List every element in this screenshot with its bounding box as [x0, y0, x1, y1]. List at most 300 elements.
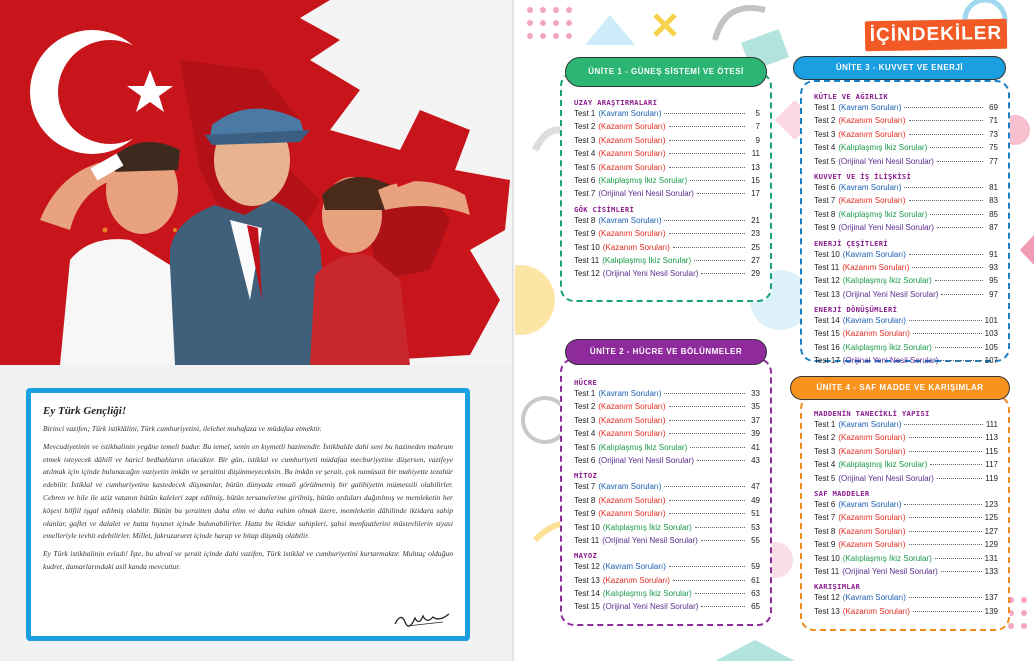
- toc-leader-dots: [909, 254, 983, 255]
- toc-row[interactable]: [814, 103, 998, 116]
- toc-test-type: Kavram Soruları: [601, 215, 659, 225]
- toc-paren-open: (: [598, 175, 602, 185]
- toc-page-number: 107: [984, 356, 998, 366]
- toc-row[interactable]: [814, 276, 998, 289]
- toc-leader-dots: [909, 597, 982, 598]
- toc-test-type: Kavram Soruları: [841, 182, 899, 192]
- toc-unit-box: [800, 395, 1010, 631]
- toc-row[interactable]: [814, 460, 998, 473]
- toc-test-label: Test 11: [814, 566, 840, 576]
- toc-row[interactable]: [574, 269, 760, 282]
- toc-section-title: GÖK CİSİMLERİ: [574, 204, 635, 214]
- toc-row[interactable]: [814, 183, 998, 196]
- toc-page-number: 69: [989, 103, 998, 112]
- toc-paren-close: ): [691, 189, 694, 199]
- toc-paren-close: ): [662, 122, 666, 132]
- toc-page-number: 101: [984, 316, 998, 326]
- toc-row[interactable]: [814, 290, 998, 303]
- toc-row[interactable]: [814, 143, 998, 156]
- toc-row[interactable]: [814, 513, 998, 526]
- toc-row[interactable]: [574, 402, 760, 415]
- toc-leader-dots: [909, 451, 983, 452]
- toc-leader-dots: [913, 611, 982, 612]
- toc-section-title: UZAY ARAŞTIRMALARI: [574, 98, 658, 107]
- toc-test-type: Kazanım Soruları: [601, 135, 663, 145]
- toc-page-number: 75: [989, 143, 998, 153]
- toc-page-number: 35: [751, 402, 760, 412]
- toc-paren-close: ): [898, 420, 902, 429]
- toc-section-title: KÜTLE VE AĞIRLIK: [814, 92, 889, 101]
- toc-paren-close: ): [662, 402, 666, 412]
- toc-leader-dots: [935, 280, 983, 281]
- toc-section-title: MAYOZ: [574, 551, 598, 561]
- toc-test-label: Test 7: [814, 513, 836, 523]
- toc-test-label: Test 11: [814, 262, 840, 272]
- toc-row[interactable]: [814, 593, 998, 606]
- toc-page-number: 125: [984, 513, 998, 523]
- toc-row[interactable]: [574, 216, 760, 229]
- toc-paren-open: (: [838, 433, 842, 443]
- signature-image: [393, 608, 451, 630]
- toc-leader-dots: [909, 134, 984, 135]
- toc-test-label: Test 7: [574, 482, 596, 492]
- toc-paren-open: (: [602, 255, 605, 265]
- toc-test-type: Kazanım Soruları: [841, 129, 903, 139]
- toc-leader-dots: [941, 294, 983, 295]
- toc-test-label: Test 10: [574, 242, 600, 252]
- toc-test-label: Test 2: [574, 122, 596, 132]
- toc-paren-close: ): [658, 109, 662, 118]
- toc-test-type: Kalıplaşmış İkiz Sorular: [845, 276, 930, 286]
- toc-unit-box: [800, 80, 1010, 366]
- toc-row[interactable]: [814, 223, 998, 236]
- toc-leader-dots: [673, 247, 745, 248]
- toc-test-type: Kavram Soruları: [845, 249, 904, 259]
- toc-test-label: Test 1: [574, 109, 596, 118]
- toc-row[interactable]: [814, 433, 998, 446]
- toc-row[interactable]: [814, 316, 998, 329]
- toc-paren-open: (: [842, 249, 846, 259]
- toc-test-type: Kazanım Soruları: [841, 433, 903, 443]
- toc-test-type: Kavram Soruları: [845, 316, 904, 326]
- toc-test-label: Test 3: [814, 129, 836, 139]
- toc-page-number: 25: [751, 242, 760, 252]
- toc-leader-dots: [669, 406, 746, 407]
- toc-test-type: Kazanım Soruları: [844, 262, 907, 272]
- toc-test-label: Test 9: [574, 229, 596, 239]
- toc-page-number: 117: [985, 460, 998, 470]
- toc-row[interactable]: [814, 607, 998, 620]
- toc-test-type: Kavram Soruları: [601, 109, 659, 118]
- toc-unit-header: ÜNİTE 2 - HÜCRE VE BÖLÜNMELER: [565, 339, 767, 365]
- toc-paren-open: (: [842, 342, 846, 352]
- toc-test-type: Orijinal Yeni Nesil Sorular: [841, 223, 932, 233]
- toc-row[interactable]: [814, 329, 998, 342]
- toc-leader-dots: [909, 437, 983, 438]
- toc-leader-dots: [930, 214, 983, 215]
- toc-test-type: Kavram Soruları: [845, 593, 904, 603]
- toc-leader-dots: [695, 527, 745, 528]
- toc-page-number: 83: [989, 196, 998, 206]
- toc-paren-open: (: [602, 602, 606, 612]
- toc-leader-dots: [697, 460, 745, 461]
- toc-row[interactable]: [814, 447, 998, 460]
- toc-unit-header: ÜNİTE 1 - GÜNEŞ SİSTEMİ VE ÖTESİ: [565, 57, 767, 87]
- toc-paren-close: ): [658, 389, 662, 398]
- toc-paren-open: (: [842, 593, 846, 603]
- toc-row[interactable]: [814, 567, 998, 580]
- toc-test-type: Kazanım Soruları: [605, 575, 668, 585]
- toc-test-type: Kazanım Soruları: [841, 540, 903, 550]
- toc-section-title: SAF MADDELER: [814, 488, 870, 498]
- toc-test-type: Kazanım Soruları: [845, 329, 908, 339]
- toc-page-number: 113: [985, 433, 998, 443]
- toc-page-number: 37: [751, 415, 760, 425]
- toc-row[interactable]: [574, 536, 760, 549]
- toc-paren-close: ): [902, 129, 906, 139]
- toc-page-number: 123: [984, 499, 998, 509]
- toc-test-type: Kalıplaşmış İkiz Sorular: [601, 442, 685, 452]
- toc-paren-open: (: [602, 562, 606, 572]
- toc-paren-open: (: [598, 109, 602, 118]
- toc-page-number: 127: [984, 526, 998, 536]
- toc-test-label: Test 3: [814, 446, 836, 456]
- toc-test-label: Test 5: [574, 442, 596, 452]
- toc-paren-open: (: [842, 566, 845, 576]
- toc-paren-close: ): [898, 499, 902, 509]
- toc-paren-open: (: [838, 129, 842, 139]
- toc-page-number: 29: [751, 269, 760, 279]
- toc-paren-close: ): [662, 162, 666, 172]
- toc-row[interactable]: [574, 562, 760, 575]
- toc-paren-close: ): [695, 602, 699, 612]
- toc-paren-open: (: [842, 289, 846, 299]
- toc-row[interactable]: [574, 443, 760, 456]
- toc-test-label: Test 12: [814, 276, 840, 286]
- toc-row[interactable]: [574, 122, 760, 135]
- toc-row[interactable]: [814, 554, 998, 567]
- toc-test-type: Orijinal Yeni Nesil Sorular: [844, 566, 936, 576]
- toc-paren-close: ): [662, 415, 666, 425]
- toc-paren-open: (: [838, 196, 842, 206]
- toc-paren-close: ): [902, 540, 906, 550]
- toc-paren-open: (: [598, 482, 602, 492]
- toc-leader-dots: [909, 531, 982, 532]
- toc-row[interactable]: [814, 500, 998, 513]
- toc-leader-dots: [912, 267, 983, 268]
- toc-paren-open: (: [842, 553, 846, 563]
- toc-leader-dots: [904, 187, 983, 188]
- toc-paren-open: (: [838, 116, 842, 126]
- toc-paren-open: (: [598, 229, 602, 239]
- toc-paren-open: (: [838, 446, 842, 456]
- toc-section-title: HÜCRE: [574, 378, 598, 387]
- left-page: [0, 0, 515, 661]
- toc-paren-open: (: [842, 329, 846, 339]
- toc-test-type: Kazanım Soruları: [601, 122, 663, 132]
- toc-paren-close: ): [924, 460, 928, 470]
- toc-row[interactable]: [574, 389, 760, 402]
- toc-row[interactable]: [574, 149, 760, 162]
- toc-row[interactable]: [814, 343, 998, 356]
- toc-page-number: 103: [984, 329, 998, 339]
- toc-leader-dots: [904, 107, 983, 108]
- toc-test-label: Test 8: [574, 215, 596, 225]
- toc-paren-close: ): [906, 262, 910, 272]
- toc-leader-dots: [909, 120, 984, 121]
- toc-test-label: Test 14: [574, 589, 600, 599]
- toc-paren-open: (: [598, 415, 602, 425]
- toc-test-label: Test 4: [814, 143, 836, 153]
- toc-test-label: Test 13: [574, 575, 600, 585]
- toc-row[interactable]: [814, 527, 998, 540]
- toc-row[interactable]: [574, 576, 760, 589]
- toc-page-number: 139: [984, 606, 998, 616]
- toc-test-label: Test 5: [814, 156, 836, 166]
- toc-unit-header: ÜNİTE 3 - KUVVET VE ENERJİ: [793, 56, 1006, 80]
- toc-paren-open: (: [602, 522, 606, 532]
- toc-leader-dots: [935, 347, 982, 348]
- toc-test-label: Test 1: [814, 420, 836, 429]
- toc-test-type: Kazanım Soruları: [601, 415, 663, 425]
- toc-paren-close: ): [667, 575, 670, 585]
- toc-leader-dots: [935, 558, 982, 559]
- toc-row[interactable]: [574, 416, 760, 429]
- toc-paren-close: ): [689, 589, 692, 599]
- toc-test-type: Kavram Soruları: [601, 389, 659, 398]
- toc-leader-dots: [669, 233, 746, 234]
- toc-row[interactable]: [814, 540, 998, 553]
- toc-row[interactable]: [814, 157, 998, 170]
- address-paragraph: Ey Türk istikbalinin evladı! İşte, bu ahval ve şerait içinde dahi vazifen, Türk istiklal ve cumhuriyetini kurtarmaktır. Muhtaç olduğun kudret, damarlarındaki asil kanda mevcuttur.: [43, 549, 453, 571]
- toc-test-type: Kazanım Soruları: [841, 196, 903, 206]
- toc-test-label: Test 10: [814, 553, 840, 563]
- toc-test-type: Kazanım Soruları: [601, 149, 663, 159]
- toc-test-label: Test 8: [814, 209, 836, 219]
- toc-row[interactable]: [574, 429, 760, 442]
- toc-page-number: 77: [989, 156, 998, 166]
- toc-unit-header: ÜNİTE 4 - SAF MADDE VE KARIŞIMLAR: [790, 376, 1010, 400]
- toc-page-number: 23: [751, 229, 760, 239]
- toc-page-number: 51: [751, 509, 760, 519]
- toc-paren-close: ): [902, 433, 906, 443]
- toc-leader-dots: [909, 200, 984, 201]
- toc-leader-dots: [941, 571, 982, 572]
- toc-leader-dots: [664, 393, 745, 394]
- toc-paren-close: ): [935, 356, 939, 366]
- toc-row[interactable]: [574, 456, 760, 469]
- toc-paren-open: (: [598, 495, 602, 505]
- toc-row[interactable]: [574, 163, 760, 176]
- toc-row[interactable]: [814, 474, 998, 487]
- toc-row[interactable]: [814, 420, 998, 433]
- toc-paren-close: ): [935, 289, 939, 299]
- toc-leader-dots: [694, 260, 745, 261]
- toc-row[interactable]: [574, 589, 760, 602]
- toc-test-type: Kavram Soruları: [841, 103, 899, 112]
- toc-test-label: Test 6: [814, 182, 836, 192]
- toc-row[interactable]: [574, 256, 760, 269]
- toc-paren-open: (: [842, 606, 846, 616]
- toc-row[interactable]: [814, 196, 998, 209]
- toc-row[interactable]: [574, 496, 760, 509]
- toc-paren-close: ): [684, 175, 688, 185]
- toc-test-type: Kazanım Soruları: [841, 116, 903, 126]
- toc-page-number: 93: [989, 262, 998, 272]
- toc-paren-close: ): [907, 329, 910, 339]
- toc-row[interactable]: [814, 263, 998, 276]
- toc-row[interactable]: [574, 243, 760, 256]
- toc-test-label: Test 17: [814, 356, 840, 366]
- toc-row[interactable]: [814, 250, 998, 263]
- address-paragraph: Mevcudiyetinin ve istikbalinin yegâne temeli budur. Bu temel, senin en kıymetli hazinendir. İstikbalde dahi seni bu hazineden mahrum etmek isteyecek dâhilî ve haricî bedhahların olacaktır. Bir gün, istiklal ve cumhuriyeti müdafaa mecburiyetine düşersen, vazifeye atılmak için içinde bulunacağın vaziyetin imkân ve şeraitini düşünmeyeceksin. Bu imkân ve şerait, çok namüsait bir mahiyette tezahür edebilir. İstiklal ve cumhuriyetine kastedecek düşmanlar, bütün dünyada emsali görülmemiş bir galibiyetin mümessili olabilirler. Cebren ve hile ile aziz vatanın bütün kaleleri zapt edilmiş, bütün tersanelerine girilmiş, bütün orduları dağıtılmış ve memleketin her köşesi bilfiil işgal edilmiş olabilir. Bütün bu şeraitten daha elim ve daha vahim olmak üzere, memleketin dâhilinde iktidara sahip olanlar, gaflet ve dalalet ve hatta hıyanet içinde bulunabilirler. Hatta bu iktidar sahipleri, şahsi menfaatlerini müstevlilerin siyasi emelleriyle tevhit edebilirler. Millet, fakruzaruret içinde harap ve bitap düşmüş olabilir.: [43, 441, 453, 541]
- toc-paren-close: ): [902, 196, 906, 206]
- toc-page-number: 87: [989, 223, 998, 233]
- toc-leader-dots: [909, 544, 982, 545]
- toc-leader-dots: [664, 220, 745, 221]
- address-paragraph: Birinci vazifen; Türk istiklâlini, Türk cumhuriyetini, ilelebet muhafaza ve müdafaa etmektir.: [43, 424, 322, 433]
- toc-row[interactable]: [814, 210, 998, 223]
- toc-paren-close: ): [688, 255, 692, 265]
- toc-test-type: Kazanım Soruları: [601, 402, 663, 412]
- toc-test-type: Kazanım Soruları: [601, 429, 663, 439]
- toc-test-type: Orijinal Yeni Nesil Sorular: [841, 156, 932, 166]
- toc-row[interactable]: [574, 509, 760, 522]
- toc-unit-box: [560, 358, 772, 626]
- toc-paren-open: (: [838, 473, 842, 483]
- toc-unit-box: [560, 72, 772, 302]
- toc-paren-close: ): [902, 116, 906, 126]
- toc-section-title: KARIŞIMLAR: [814, 582, 861, 592]
- toc-test-type: Kavram Soruları: [601, 482, 659, 492]
- toc-row[interactable]: [814, 116, 998, 129]
- toc-page-number: 49: [751, 495, 760, 505]
- toc-test-label: Test 15: [814, 329, 840, 339]
- toc-page-number: 17: [751, 189, 760, 199]
- toc-leader-dots: [913, 333, 982, 334]
- toc-test-label: Test 9: [814, 223, 836, 233]
- toc-leader-dots: [937, 227, 983, 228]
- toc-leader-dots: [690, 447, 745, 448]
- toc-leader-dots: [669, 140, 746, 141]
- address-title: Ey Türk Gençliği!: [43, 405, 127, 417]
- toc-test-label: Test 2: [574, 402, 596, 412]
- toc-page-number: 81: [989, 182, 998, 192]
- toc-paren-close: ): [663, 562, 666, 572]
- toc-leader-dots: [673, 580, 745, 581]
- toc-test-label: Test 11: [574, 255, 600, 265]
- toc-page-number: 39: [751, 429, 760, 439]
- toc-paren-open: (: [602, 535, 605, 545]
- toc-paren-open: (: [598, 189, 602, 199]
- toc-paren-open: (: [838, 223, 842, 233]
- toc-test-label: Test 5: [574, 162, 596, 172]
- toc-test-label: Test 16: [814, 342, 840, 352]
- toc-row[interactable]: [574, 189, 760, 202]
- toc-paren-close: ): [935, 566, 938, 576]
- toc-page-number: 111: [985, 420, 998, 429]
- toc-row[interactable]: [574, 482, 760, 495]
- toc-paren-open: (: [598, 215, 602, 225]
- toc-section-title: MADDENİN TANECİKLİ YAPISI: [814, 409, 930, 418]
- toc-page-number: 97: [989, 289, 998, 299]
- toc-test-label: Test 2: [814, 433, 836, 443]
- toc-test-type: Kalıplaşmış İkiz Sorular: [841, 209, 925, 219]
- toc-leader-dots: [690, 180, 745, 181]
- toc-leader-dots: [669, 513, 746, 514]
- toc-paren-close: ): [931, 156, 934, 166]
- toc-test-label: Test 6: [574, 455, 596, 465]
- toc-row[interactable]: [574, 109, 760, 122]
- toc-paren-open: (: [838, 143, 842, 153]
- toc-paren-close: ): [695, 269, 699, 279]
- toc-test-type: Kalıplaşmış İkiz Sorular: [605, 589, 690, 599]
- toc-row[interactable]: [814, 356, 998, 369]
- toc-leader-dots: [701, 540, 745, 541]
- toc-test-label: Test 12: [574, 562, 600, 572]
- toc-page-number: 9: [755, 135, 760, 145]
- toc-page-number: 13: [751, 162, 760, 172]
- toc-paren-open: (: [838, 499, 842, 509]
- toc-test-label: Test 5: [814, 473, 836, 483]
- toc-paren-close: ): [662, 229, 666, 239]
- toc-test-label: Test 10: [574, 522, 600, 532]
- toc-test-label: Test 7: [814, 196, 836, 206]
- toc-test-type: Orijinal Yeni Nesil Sorular: [605, 269, 696, 279]
- toc-paren-close: ): [907, 606, 910, 616]
- toc-paren-close: ): [902, 446, 906, 456]
- toc-paren-close: ): [662, 495, 666, 505]
- toc-row[interactable]: [814, 130, 998, 143]
- toc-page-number: 41: [751, 442, 760, 452]
- toc-test-label: Test 10: [814, 249, 840, 259]
- toc-leader-dots: [937, 161, 983, 162]
- toc-paren-close: ): [902, 513, 906, 523]
- toc-page-number: 33: [751, 389, 760, 398]
- toc-test-label: Test 11: [574, 535, 600, 545]
- toc-leader-dots: [904, 504, 981, 505]
- toc-paren-close: ): [689, 522, 692, 532]
- toc-paren-close: ): [903, 593, 906, 603]
- toc-row[interactable]: [574, 229, 760, 242]
- toc-row[interactable]: [574, 136, 760, 149]
- toc-paren-close: ): [695, 535, 698, 545]
- toc-row[interactable]: [574, 176, 760, 189]
- toc-page-number: 129: [984, 540, 998, 550]
- toc-test-type: Kazanım Soruları: [601, 162, 663, 172]
- toc-row[interactable]: [574, 602, 760, 615]
- toc-paren-open: (: [842, 262, 845, 272]
- toc-test-label: Test 13: [814, 289, 840, 299]
- toc-paren-open: (: [602, 269, 606, 279]
- toc-test-type: Orijinal Yeni Nesil Sorular: [841, 473, 932, 483]
- toc-leader-dots: [904, 424, 982, 425]
- toc-leader-dots: [669, 433, 746, 434]
- toc-section-title: ENERJİ DÖNÜŞÜMLERİ: [814, 305, 898, 315]
- toc-paren-close: ): [662, 149, 666, 159]
- flag-illustration: [0, 0, 515, 365]
- toc-paren-open: (: [598, 135, 602, 145]
- toc-paren-open: (: [838, 103, 842, 112]
- toc-page-number: 59: [751, 562, 760, 572]
- toc-paren-open: (: [598, 442, 602, 452]
- toc-page-number: 47: [751, 482, 760, 492]
- toc-paren-open: (: [602, 589, 606, 599]
- toc-row[interactable]: [574, 523, 760, 536]
- toc-test-type: Orijinal Yeni Nesil Sorular: [605, 602, 696, 612]
- toc-test-type: Kalıplaşmış İkiz Sorular: [605, 522, 690, 532]
- toc-test-label: Test 9: [574, 509, 596, 519]
